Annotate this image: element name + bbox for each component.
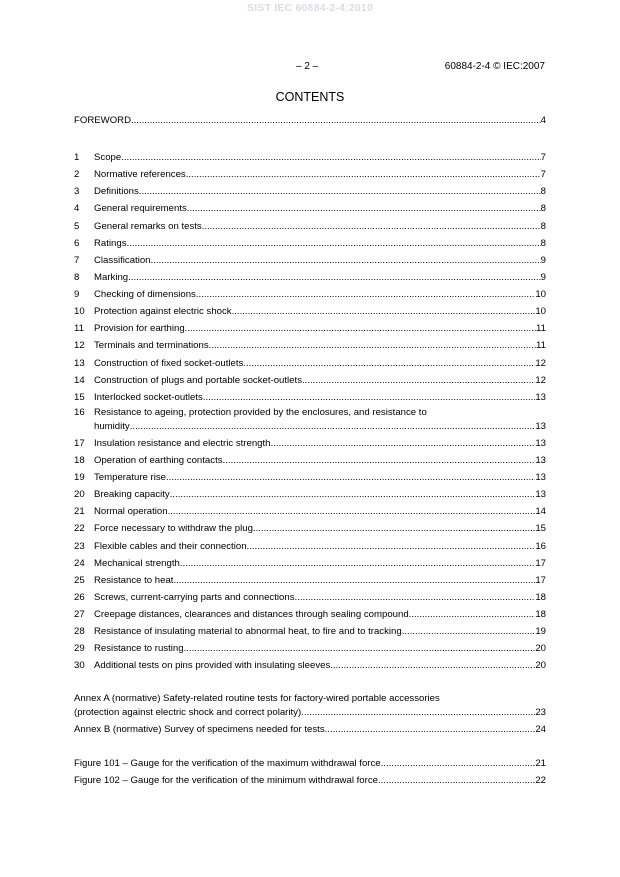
clause-page: 13: [535, 472, 546, 483]
clause-title: Screws, current-carrying parts and connections: [94, 592, 295, 603]
toc-entry-page: 4: [540, 115, 546, 126]
toc-clause-row[interactable]: [74, 236, 546, 249]
clause-title: Normative references: [94, 169, 186, 180]
clause-title: Additional tests on pins provided with insulating sleeves: [94, 660, 331, 671]
toc-clause-row[interactable]: [74, 521, 546, 534]
toc-clause-row[interactable]: [74, 436, 546, 449]
leader-dots: [271, 438, 536, 449]
leader-dots: [295, 592, 536, 603]
clause-title: Creepage distances, clearances and distances through sealing compound: [94, 609, 409, 620]
toc-clause-row[interactable]: [74, 338, 546, 351]
clause-number: 25: [74, 575, 85, 586]
leader-dots: [170, 489, 536, 500]
clause-number: 4: [74, 203, 80, 214]
toc-clause-row[interactable]: [74, 150, 546, 163]
clause-number: 15: [74, 392, 85, 403]
annex-title-line2: (protection against electric shock and correct polarity): [74, 707, 302, 718]
leader-dots: [202, 221, 541, 232]
clause-title: Breaking capacity: [94, 489, 170, 500]
leader-dots: [139, 186, 541, 197]
clause-title: Resistance to rusting: [94, 643, 184, 654]
toc-clause-row[interactable]: [74, 658, 546, 671]
figure-title: Figure 101 – Gauge for the verification of the maximum withdrawal force: [74, 758, 381, 769]
leader-dots: [187, 203, 541, 214]
clause-number: 5: [74, 221, 80, 232]
clause-number: 13: [74, 358, 85, 369]
leader-dots: [402, 626, 536, 637]
toc-clause-row[interactable]: [74, 373, 546, 386]
clause-page: 19: [535, 626, 546, 637]
clause-number: 20: [74, 489, 85, 500]
clause-page: 12: [535, 375, 546, 386]
clause-title: Insulation resistance and electric strength: [94, 438, 271, 449]
clause-page: 8: [540, 203, 546, 214]
leader-dots: [166, 472, 535, 483]
toc-clause-row[interactable]: [74, 641, 546, 654]
clause-title: Provision for earthing: [94, 323, 185, 334]
toc-clause-row[interactable]: [74, 201, 546, 214]
clause-number: 22: [74, 523, 85, 534]
clause-page: 13: [535, 392, 546, 403]
clause-title: Resistance of insulating material to abnormal heat, to fire and to tracking: [94, 626, 402, 637]
clause-number: 7: [74, 255, 80, 266]
clause-number: 29: [74, 643, 85, 654]
clause-page: 13: [535, 421, 546, 432]
clause-number: 10: [74, 306, 85, 317]
toc-clause-row[interactable]: [74, 390, 546, 403]
toc-clause-row[interactable]: [74, 624, 546, 637]
toc-clause-row[interactable]: [74, 539, 546, 552]
clause-page: 16: [535, 541, 546, 552]
standard-reference: 60884-2-4 © IEC:2007: [444, 61, 545, 72]
leader-dots: [232, 306, 536, 317]
clause-page: 10: [535, 306, 546, 317]
leader-dots: [330, 660, 535, 671]
leader-dots: [325, 724, 536, 735]
leader-dots: [186, 169, 541, 180]
annex-page: 23: [535, 707, 546, 718]
clause-title: Construction of plugs and portable socket-outlets: [94, 375, 302, 386]
clause-number: 26: [74, 592, 85, 603]
leader-dots: [302, 375, 535, 386]
leader-dots: [121, 152, 540, 163]
clause-title: Operation of earthing contacts: [94, 455, 223, 466]
clause-title: Normal operation: [94, 506, 168, 517]
annex-title: Annex B (normative) Survey of specimens needed for tests: [74, 724, 325, 735]
clause-title: Resistance to heat: [94, 575, 174, 586]
clause-page: 17: [535, 575, 546, 586]
clause-page: 10: [535, 289, 546, 300]
toc-figure-101[interactable]: [74, 756, 546, 769]
clause-number: 8: [74, 272, 80, 283]
clause-title: Construction of fixed socket-outlets: [94, 358, 244, 369]
clause-number: 14: [74, 375, 85, 386]
clause-number: 9: [74, 289, 80, 300]
clause-number: 1: [74, 152, 80, 163]
toc-clause-row[interactable]: [74, 219, 546, 232]
leader-dots: [128, 272, 541, 283]
clause-title: Temperature rise: [94, 472, 166, 483]
leader-dots: [409, 609, 536, 620]
clause-number: 17: [74, 438, 85, 449]
toc-clause-row[interactable]: [74, 270, 546, 283]
toc-clause-row[interactable]: [74, 487, 546, 500]
clause-number: 18: [74, 455, 85, 466]
clause-number: 28: [74, 626, 85, 637]
toc-clause-row[interactable]: [74, 253, 546, 266]
leader-dots: [180, 558, 535, 569]
leader-dots: [127, 238, 541, 249]
clause-page: 11: [536, 340, 546, 351]
page-header: [0, 61, 620, 75]
toc-clause-row[interactable]: [74, 356, 546, 369]
leader-dots: [196, 289, 535, 300]
clause-title: Interlocked socket-outlets: [94, 392, 203, 403]
toc-clause-row[interactable]: [74, 504, 546, 517]
page-number: – 2 –: [296, 61, 319, 72]
figure-page: 21: [535, 758, 546, 769]
leader-dots: [168, 506, 536, 517]
leader-dots: [130, 421, 536, 432]
toc-clause-row[interactable]: [74, 607, 546, 620]
clause-page: 11: [536, 323, 546, 334]
toc-annex-b[interactable]: [74, 722, 546, 735]
clause-number: 16: [74, 407, 85, 418]
clause-page: 12: [535, 358, 546, 369]
clause-page: 20: [535, 660, 546, 671]
clause-title: Terminals and terminations: [94, 340, 209, 351]
leader-dots: [378, 775, 535, 786]
clause-page: 20: [535, 643, 546, 654]
clause-number: 21: [74, 506, 85, 517]
clause-title: Mechanical strength: [94, 558, 180, 569]
leader-dots: [173, 575, 535, 586]
clause-page: 9: [540, 255, 546, 266]
clause-number: 24: [74, 558, 85, 569]
leader-dots: [209, 340, 536, 351]
clause-title: Protection against electric shock: [94, 306, 232, 317]
clause-number: 3: [74, 186, 80, 197]
clause-page: 13: [535, 489, 546, 500]
clause-title: Force necessary to withdraw the plug: [94, 523, 253, 534]
toc-figure-102[interactable]: [74, 773, 546, 786]
clause-number: 27: [74, 609, 85, 620]
clause-page: 9: [540, 272, 546, 283]
clause-page: 13: [535, 455, 546, 466]
clause-number: 11: [74, 323, 84, 334]
leader-dots: [151, 255, 541, 266]
toc-clause-row[interactable]: [74, 184, 546, 197]
leader-dots: [223, 455, 536, 466]
clause-number: 2: [74, 169, 80, 180]
toc-clause-row[interactable]: [74, 287, 546, 300]
annex-title-line1: Annex A (normative) Safety-related routine tests for factory-wired portable accessories: [74, 693, 440, 704]
leader-dots: [203, 392, 536, 403]
clause-page: 7: [540, 169, 546, 180]
clause-title: Classification: [94, 255, 151, 266]
leader-dots: [253, 523, 535, 534]
figure-page: 22: [535, 775, 546, 786]
leader-dots: [131, 115, 541, 126]
clause-page: 7: [540, 152, 546, 163]
toc-clause-row[interactable]: [74, 573, 546, 586]
toc-clause-row[interactable]: [74, 321, 546, 334]
leader-dots: [381, 758, 536, 769]
clause-page: 17: [535, 558, 546, 569]
figure-title: Figure 102 – Gauge for the verification of the minimum withdrawal force: [74, 775, 378, 786]
toc-clause-row[interactable]: [74, 453, 546, 466]
clause-title: General requirements: [94, 203, 187, 214]
clause-number: 19: [74, 472, 85, 483]
clause-number: 12: [74, 340, 85, 351]
clause-title: Ratings: [94, 238, 127, 249]
clause-number: 6: [74, 238, 80, 249]
clause-page: 18: [535, 592, 546, 603]
clause-continuation: [94, 419, 546, 432]
clause-title-line1: Resistance to ageing, protection provided by the enclosures, and resistance to: [94, 407, 427, 418]
toc-clause-row[interactable]: [74, 167, 546, 180]
leader-dots: [185, 323, 536, 334]
clause-title: Definitions: [94, 186, 139, 197]
leader-dots: [243, 358, 535, 369]
clause-page: 14: [535, 506, 546, 517]
clause-page: 8: [540, 186, 546, 197]
clause-page: 8: [540, 238, 546, 249]
toc-clause-row[interactable]: [74, 556, 546, 569]
clause-page: 13: [535, 438, 546, 449]
clause-title-line2: humidity: [94, 421, 130, 432]
clause-page: 8: [540, 221, 546, 232]
toc-entry-foreword[interactable]: [74, 113, 546, 126]
clause-page: 18: [535, 609, 546, 620]
clause-number: 30: [74, 660, 85, 671]
clause-title: Scope: [94, 152, 122, 163]
leader-dots: [247, 541, 536, 552]
clause-page: 15: [535, 523, 546, 534]
toc-clause-row[interactable]: [74, 304, 546, 317]
clause-title: Marking: [94, 272, 129, 283]
annex-page: 24: [535, 724, 546, 735]
clause-title: Checking of dimensions: [94, 289, 196, 300]
clause-title: Flexible cables and their connection: [94, 541, 247, 552]
toc-clause-row[interactable]: [74, 590, 546, 603]
annex-continuation: [74, 705, 546, 718]
leader-dots: [301, 707, 535, 718]
toc-clause-row[interactable]: [74, 470, 546, 483]
clause-title: General remarks on tests: [94, 221, 202, 232]
watermark: SIST IEC 60884-2-4:2010: [246, 2, 373, 14]
clause-number: 23: [74, 541, 85, 552]
toc-entry-title: FOREWORD: [74, 115, 132, 126]
leader-dots: [184, 643, 536, 654]
contents-title: CONTENTS: [275, 90, 345, 104]
